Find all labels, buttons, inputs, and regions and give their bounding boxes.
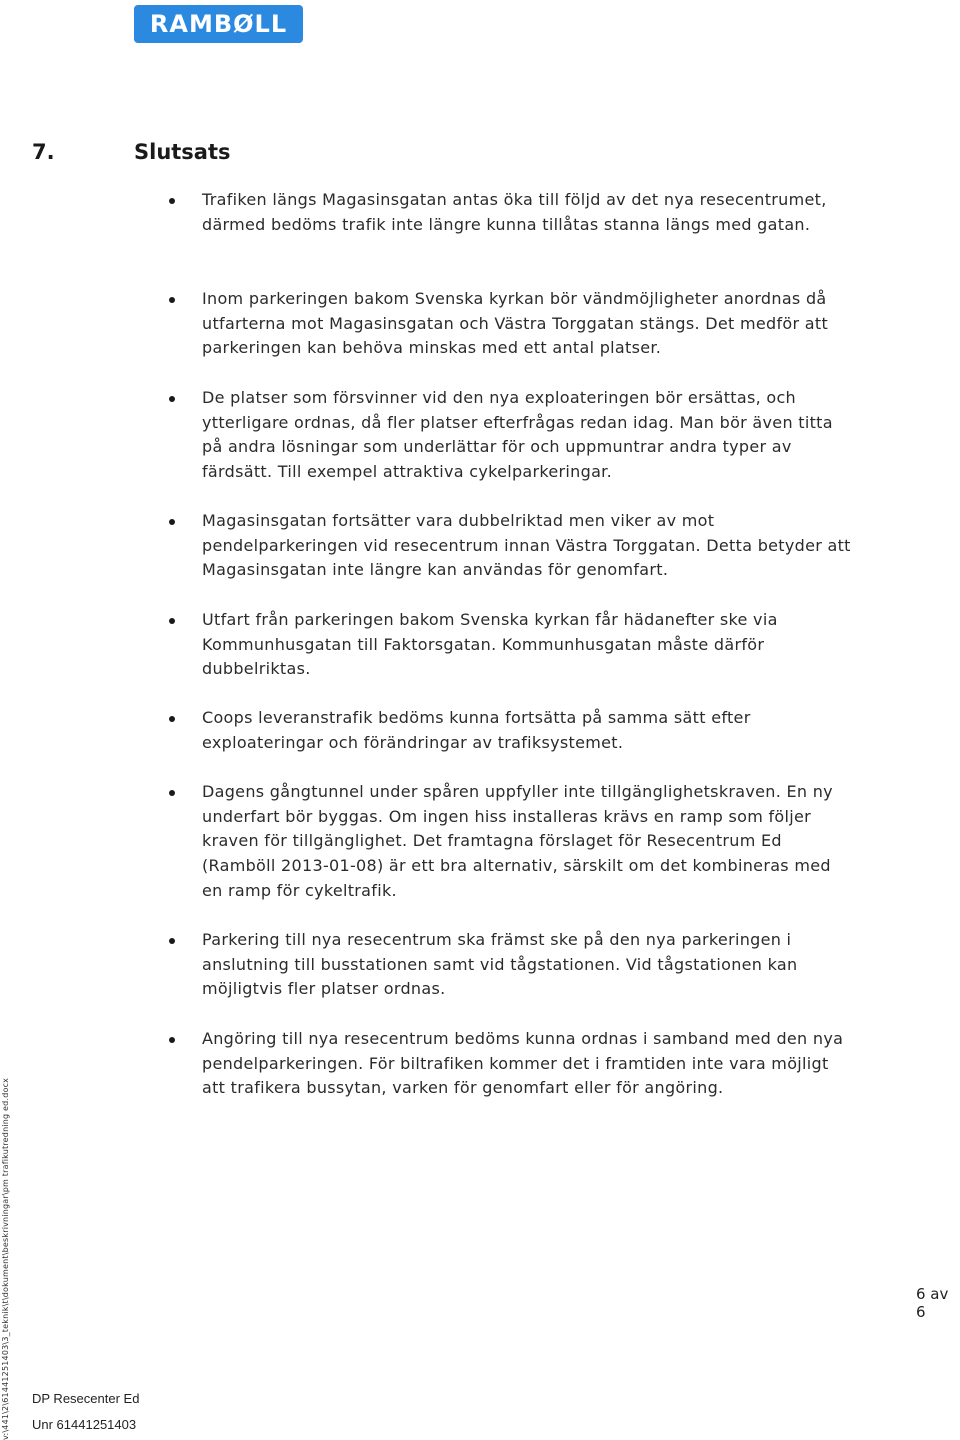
document-path: v:\441\2\61441251403\3_teknik\t\dokument\beskrivningar\pm trafikutredning ed.docx (1, 1077, 10, 1440)
bullet-icon (169, 716, 175, 722)
bullet-icon (169, 198, 175, 204)
footer-unr: Unr 61441251403 (32, 1417, 137, 1432)
list-item-text: Inom parkeringen bakom Svenska kyrkan bör vändmöjligheter anordnas då utfarterna mot Magasinsgatan och Västra Torggatan stängs. Det medför att parkeringen kan behöva minskas med ett antal platser. (202, 289, 829, 358)
list-item-text: Magasinsgatan fortsätter vara dubbelriktad men viker av mot pendelparkeringen vid resecentrum innan Västra Torggatan. Detta betyder att Magasinsgatan inte längre kan användas för genomfart. (202, 511, 851, 580)
bullet-icon (169, 618, 175, 624)
bullet-icon (169, 790, 175, 796)
section-title: Slutsats (134, 140, 231, 164)
bullet-icon (169, 519, 175, 525)
ramboll-logo (134, 5, 303, 43)
list-item-text: Angöring till nya resecentrum bedöms kunna ordnas i samband med den nya pendelparkeringen. För biltrafiken kommer det i framtiden inte vara möjligt att trafikera bussytan, varken för genomfart eller för angöring. (202, 1029, 844, 1098)
bullet-icon (169, 396, 175, 402)
list-item-text: Trafiken längs Magasinsgatan antas öka till följd av det nya resecentrumet, därmed bedöms trafik inte längre kunna tillåtas stanna längs med gatan. (202, 190, 827, 234)
bullet-icon (169, 297, 175, 303)
bullet-icon (169, 1037, 175, 1043)
list-item-text: Coops leveranstrafik bedöms kunna fortsätta på samma sätt efter exploateringar och förändringar av trafiksystemet. (202, 708, 751, 752)
section-number: 7. (32, 140, 55, 164)
footer-project: DP Resecenter Ed (32, 1391, 140, 1406)
list-item-text: Utfart från parkeringen bakom Svenska kyrkan får hädanefter ske via Kommunhusgatan till Faktorsgatan. Kommunhusgatan måste därför dubbelriktas. (202, 610, 778, 679)
list-item-text: Parkering till nya resecentrum ska främst ske på den nya parkeringen i anslutning till busstationen samt vid tågstationen. Vid tågstationen kan möjligtvis fler platser ordnas. (202, 930, 798, 999)
bullet-icon (169, 938, 175, 944)
page-number: 6 av 6 (916, 1285, 949, 1321)
logo-text: RAMBØLL (149, 10, 288, 38)
list-item-text: Dagens gångtunnel under spåren uppfyller inte tillgänglighetskraven. En ny underfart bör byggas. Om ingen hiss installeras krävs en ramp som följer kraven för tillgänglighet. Det framtagna förslaget för Resecentrum Ed (Ramböll 2013-01-08) är ett bra alternativ, särskilt om det kombineras med en ramp för cykeltrafik. (202, 782, 833, 900)
list-item-text: De platser som försvinner vid den nya exploateringen bör ersättas, och ytterligare ordnas, då fler platser efterfrågas redan idag. Man bör även titta på andra lösningar som underlättar för och uppmuntrar andra typer av färdsätt. Till exempel attraktiva cykelparkeringar. (202, 388, 833, 482)
